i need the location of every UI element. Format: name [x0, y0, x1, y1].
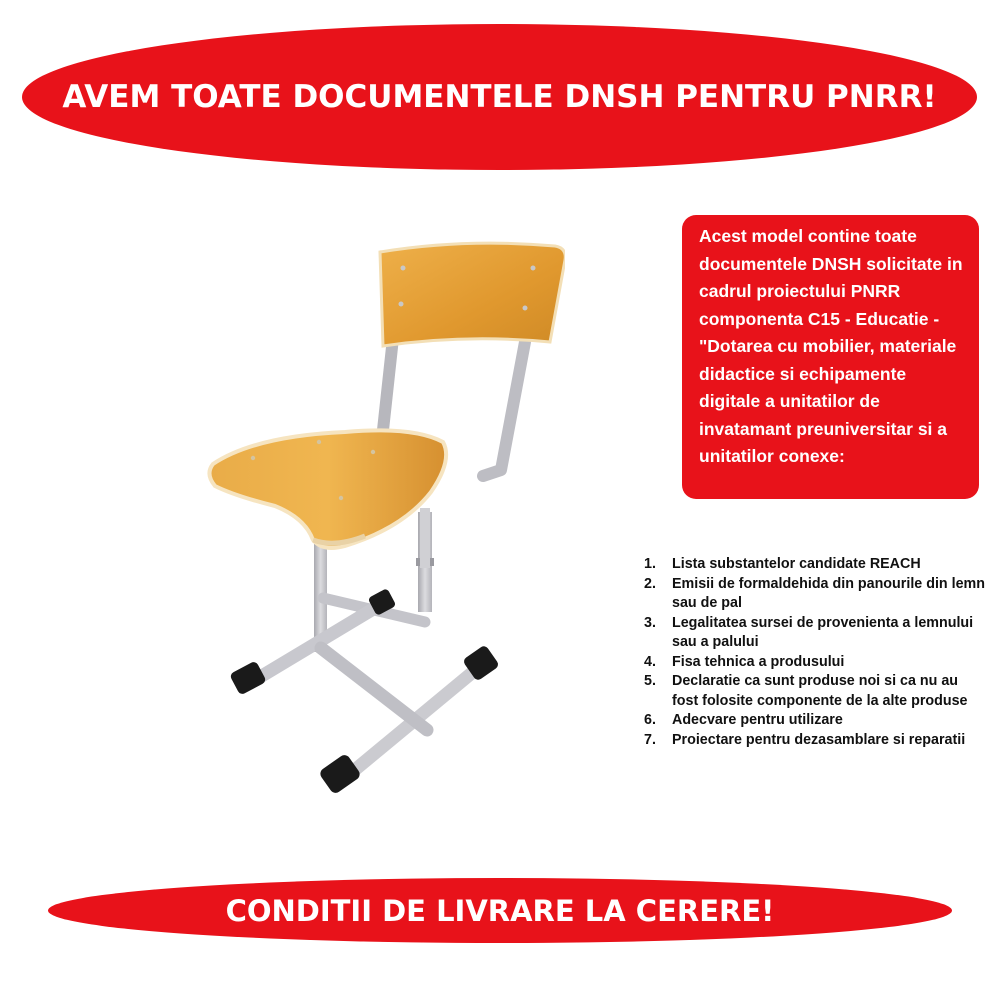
- bottom-banner: [48, 878, 952, 943]
- list-item: 4. Fisa tehnica a produsului: [644, 653, 845, 670]
- list-item: 1. Lista substantelor candidate REACH: [644, 556, 921, 572]
- list-item: 5. Declaratie ca sunt produse noi si ca nu au fost folosite componente de la alte produse: [644, 673, 968, 709]
- chair-image: [195, 230, 565, 810]
- bottom-banner-text: CONDITII DE LIVRARE LA CERERE!: [225, 893, 775, 928]
- top-banner-text: AVEM TOATE DOCUMENTELE DNSH PENTRU PNRR!: [62, 79, 937, 115]
- dnsh-info-box: [682, 215, 979, 499]
- list-item: 3. Legalitatea sursei de provenienta a lemnului sau a palului: [644, 614, 974, 650]
- list-item: 2. Emisii de formaldehida din panourile din lemn sau de pal: [644, 575, 985, 611]
- top-banner: [22, 24, 977, 170]
- list-item: 6. Adecvare pentru utilizare: [644, 712, 843, 728]
- dnsh-documents-list: [638, 555, 988, 750]
- list-item: 7. Proiectare pentru dezasamblare si reparatii: [644, 731, 966, 748]
- dnsh-info-text: Acest model contine toate documentele DNSH solicitate in cadrul proiectului PNRR componenta C15 - Educatie - "Dotarea cu mobilier, materiale didactice si echipamente digitale a unitatilor de invatamant preuniversitar si a unitatilor conexe:: [699, 226, 963, 466]
